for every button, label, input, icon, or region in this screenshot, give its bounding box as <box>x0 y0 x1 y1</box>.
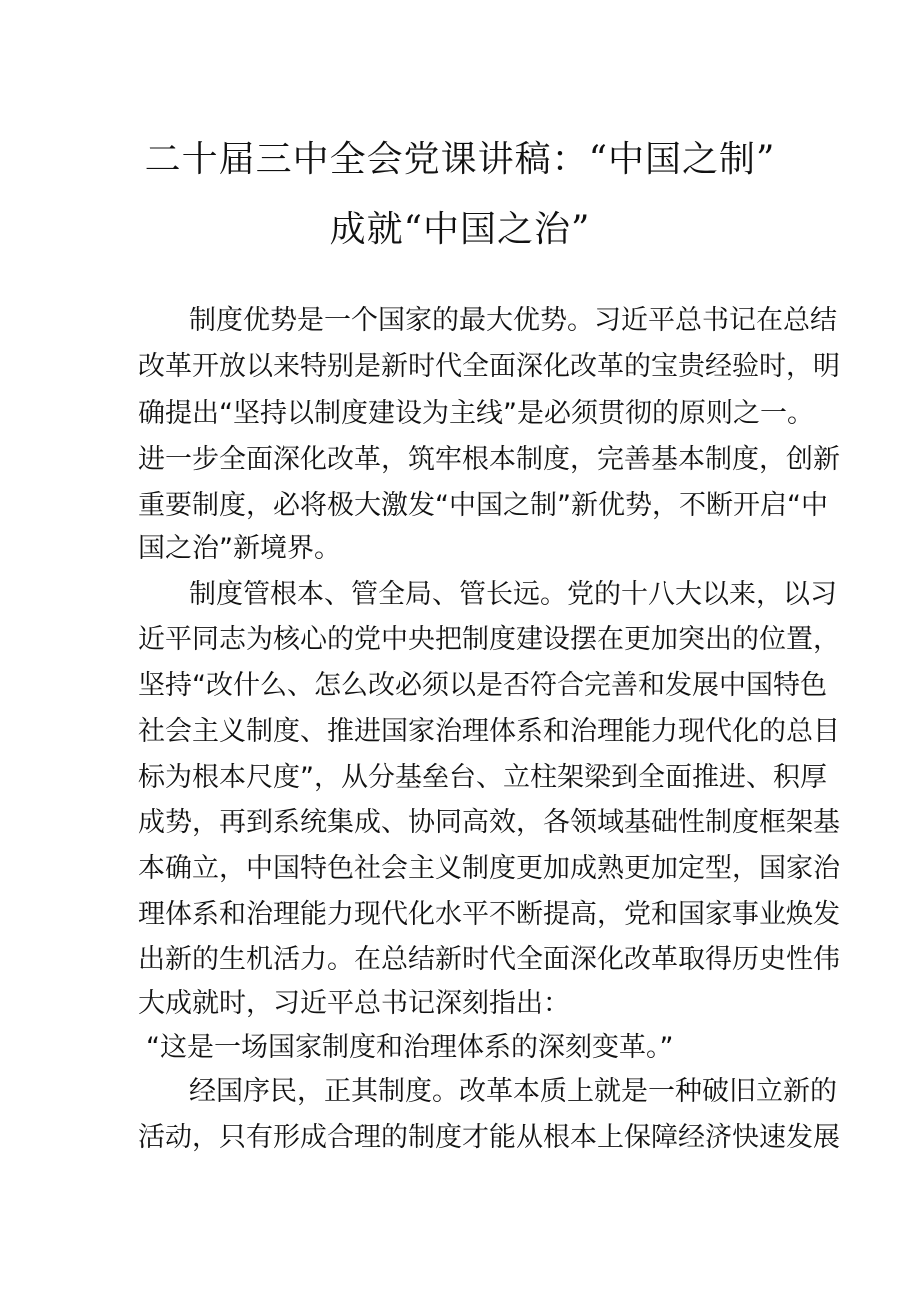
body-line: 标为根本尺度”，从分基垒台、立柱架梁到全面推进、积厚 <box>138 762 827 793</box>
body-line: 活动，只有形成合理的制度才能从根本上保障经济快速发展 <box>138 1122 840 1153</box>
body-line: 本确立，中国特色社会主义制度更加成熟更加定型，国家治 <box>138 853 840 884</box>
document-title-line-2: 成就“中国之治” <box>329 209 591 250</box>
body-line: 制度优势是一个国家的最大优势。习近平总书记在总结 <box>189 305 837 336</box>
body-line: 重要制度，必将极大激发“中国之制”新优势，不断开启“中 <box>138 490 828 521</box>
body-line: 成势，再到系统集成、协同高效，各领域基础性制度框架基 <box>138 807 840 838</box>
body-line: 出新的生机活力。在总结新时代全面深化改革取得历史性伟 <box>138 944 840 975</box>
body-line-quote: “这是一场国家制度和治理体系的深刻变革。” <box>146 1032 674 1063</box>
body-line: 坚持“改什么、怎么改必须以是否符合完善和发展中国特色 <box>138 670 827 701</box>
body-line: 国之治”新境界。 <box>138 533 341 564</box>
body-line: 制度管根本、管全局、管长远。党的十八大以来，以习 <box>189 579 837 610</box>
body-line: 改革开放以来特别是新时代全面深化改革的宝贵经验时，明 <box>138 351 840 382</box>
body-line: 近平同志为核心的党中央把制度建设摆在更加突出的位置， <box>138 624 840 655</box>
body-line: 进一步全面深化改革，筑牢根本制度，完善基本制度，创新 <box>138 444 840 475</box>
body-line: 理体系和治理能力现代化水平不断提高，党和国家事业焕发 <box>138 899 840 930</box>
body-line: 大成就时，习近平总书记深刻指出： <box>138 988 570 1019</box>
body-line: 确提出“坚持以制度建设为主线”是必须贯彻的原则之一。 <box>138 398 814 429</box>
document-title-line-1: 二十届三中全会党课讲稿：“中国之制” <box>144 139 776 180</box>
body-line: 经国序民，正其制度。改革本质上就是一种破旧立新的 <box>189 1076 837 1107</box>
body-line: 社会主义制度、推进国家治理体系和治理能力现代化的总目 <box>138 716 840 747</box>
